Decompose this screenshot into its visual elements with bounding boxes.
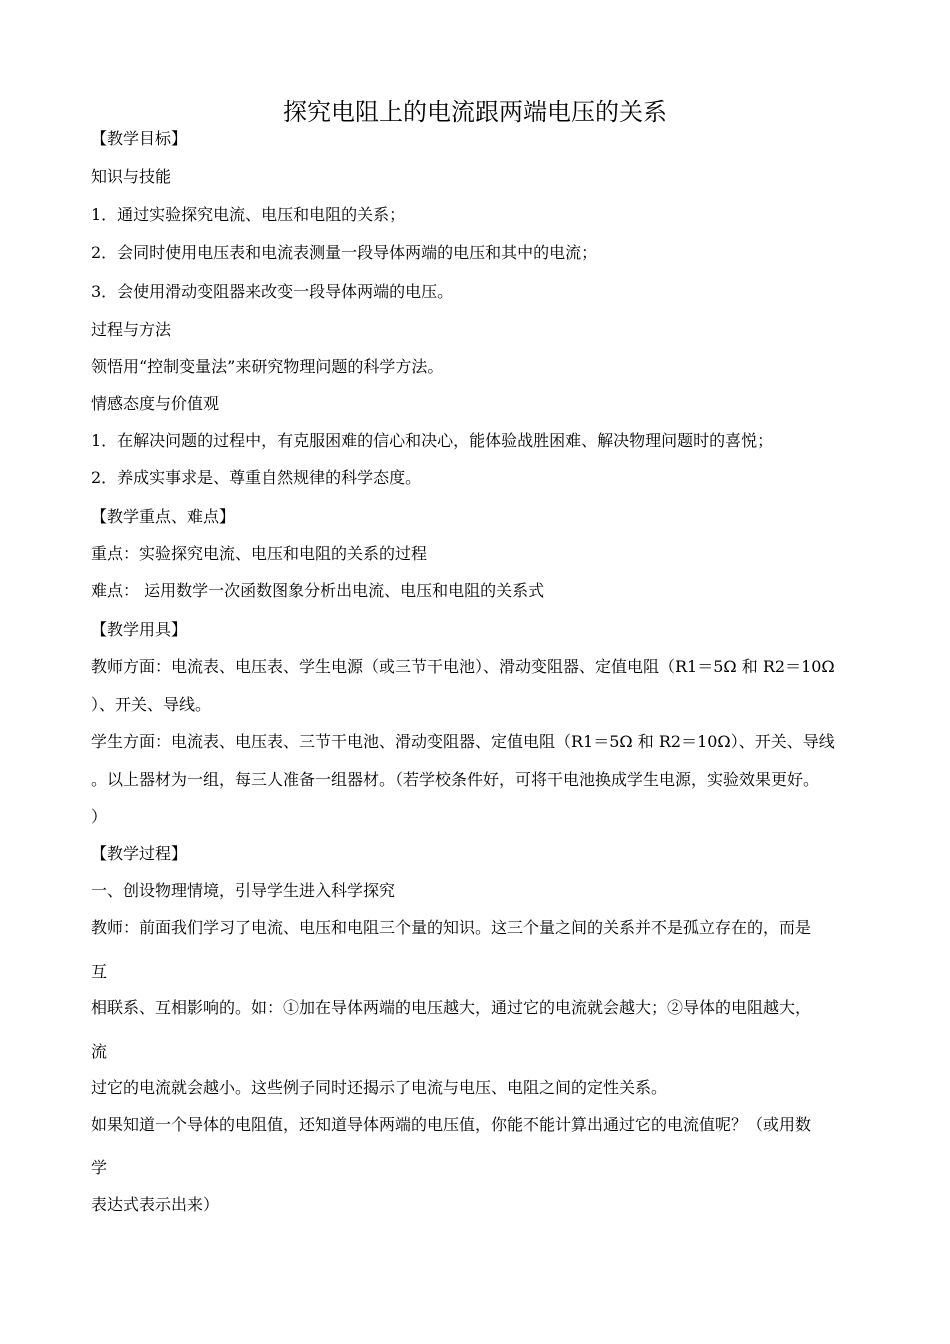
paragraph-line: 1．在解决问题的过程中，有克服困难的信心和决心，能体验战胜困难、解决物理问题时的喜悦；: [91, 431, 774, 450]
subheading-process-method: 过程与方法: [91, 320, 172, 339]
paragraph-line: 如果知道一个导体的电阻值，还知道导体两端的电压值，你能不能计算出通过它的电流值呢？（或用数: [91, 1115, 812, 1134]
paragraph-line: ）、开关、导线。: [91, 695, 212, 714]
paragraph-line: 2．养成实事求是、尊重自然规律的科学态度。: [91, 468, 422, 487]
paragraph-line: 互: [91, 962, 108, 981]
section-heading-key-points: 【教学重点、难点】: [91, 507, 236, 526]
subheading-knowledge-skills: 知识与技能: [91, 167, 172, 186]
paragraph-line: 相联系、互相影响的。如：①加在导体两端的电压越大，通过它的电流就会越大；②导体的电阻越大，: [91, 998, 812, 1017]
paragraph-line: 教师：前面我们学习了电流、电压和电阻三个量的知识。这三个量之间的关系并不是孤立存在的，而是: [91, 918, 812, 937]
section-heading-teaching-tools: 【教学用具】: [91, 620, 188, 639]
paragraph-line: 2．会同时使用电压表和电流表测量一段导体两端的电压和其中的电流；: [91, 243, 598, 262]
subheading-attitude-values: 情感态度与价值观: [91, 394, 220, 413]
section-heading-teaching-process: 【教学过程】: [91, 844, 188, 863]
paragraph-line: 流: [91, 1042, 108, 1061]
paragraph-line: 学生方面：电流表、电压表、三节干电池、滑动变阻器、定值电阻（R1＝5Ω 和 R2＝10Ω）、开关、导线: [91, 732, 835, 751]
paragraph-line: 难点： 运用数学一次函数图象分析出电流、电压和电阻的关系式: [91, 581, 545, 600]
paragraph-line: 。以上器材为一组，每三人准备一组器材。（若学校条件好，可将干电池换成学生电源，实验效果更好。: [91, 770, 820, 789]
paragraph-line: 一、创设物理情境，引导学生进入科学探究: [91, 881, 396, 900]
paragraph-line: 学: [91, 1158, 108, 1177]
paragraph-line: 3．会使用滑动变阻器来改变一段导体两端的电压。: [91, 282, 454, 301]
paragraph-line: 1．通过实验探究电流、电压和电阻的关系；: [91, 205, 406, 224]
paragraph-line: 领悟用“控制变量法”来研究物理问题的科学方法。: [91, 357, 444, 376]
paragraph-line: 教师方面：电流表、电压表、学生电源（或三节干电池）、滑动变阻器、定值电阻（R1＝5Ω 和 R2＝10Ω: [91, 657, 835, 676]
paragraph-line: 过它的电流就会越小。这些例子同时还揭示了电流与电压、电阻之间的定性关系。: [91, 1078, 668, 1097]
paragraph-line: 表达式表示出来）: [91, 1195, 220, 1214]
paragraph-line: ）: [91, 807, 108, 826]
section-heading-teaching-goals: 【教学目标】: [91, 129, 188, 148]
paragraph-line: 重点：实验探究电流、电压和电阻的关系的过程: [91, 544, 428, 563]
document-title: 探究电阻上的电流跟两端电压的关系: [283, 98, 667, 126]
